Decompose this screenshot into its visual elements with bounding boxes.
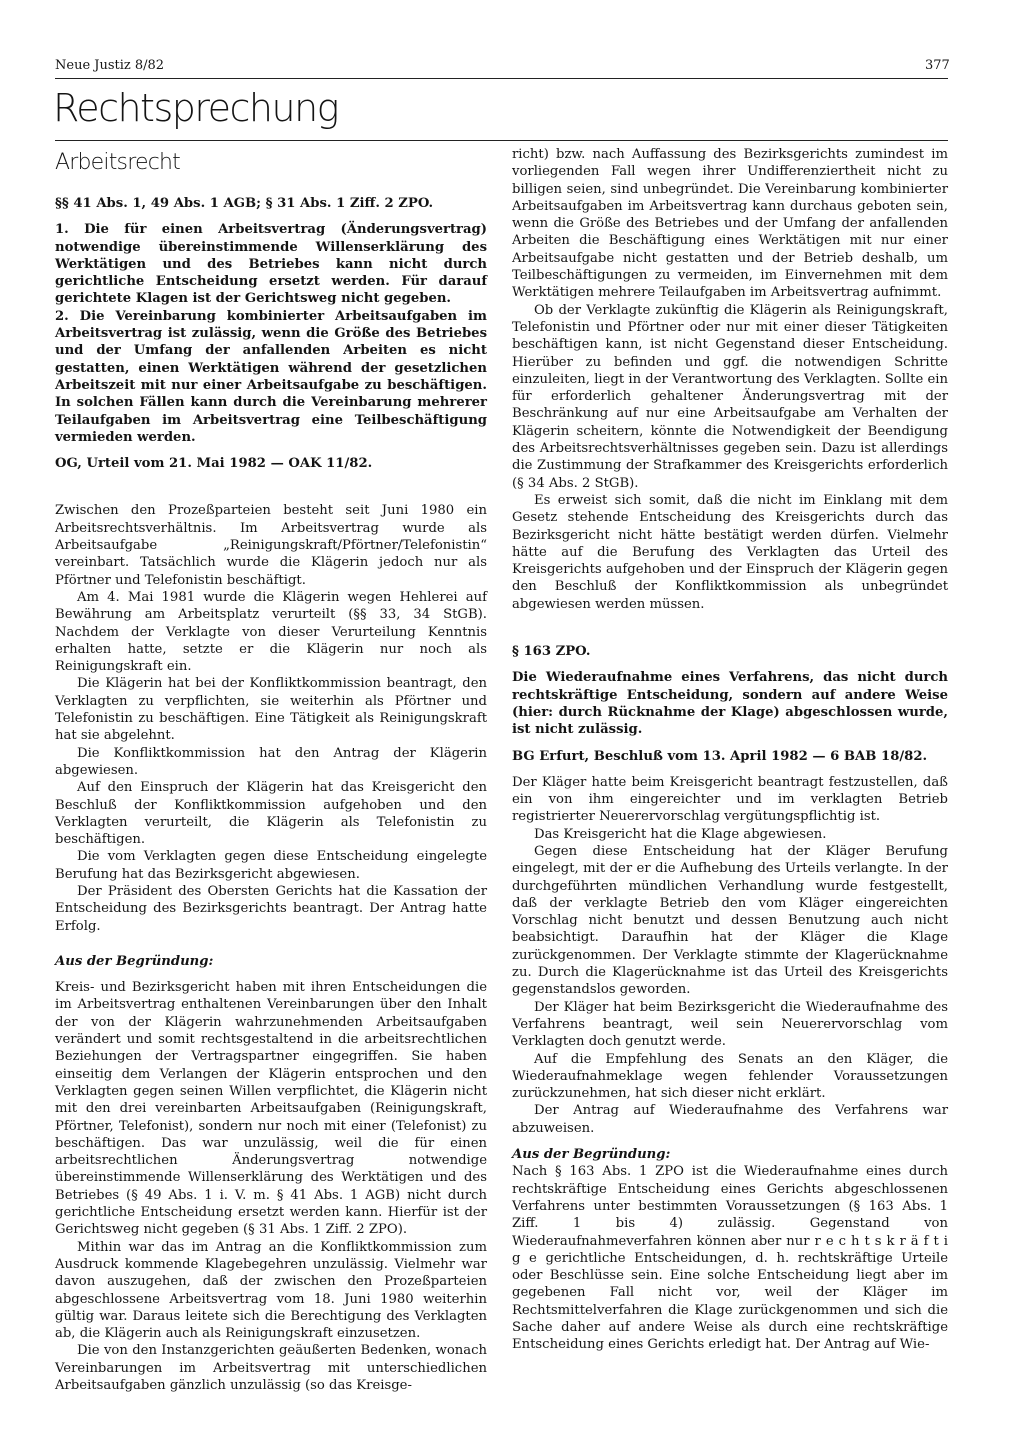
case1-facts-paragraph: Der Präsident des Obersten Gerichts hat die Kassation der Entscheidung des Bezirksgerichts beantragt. Der Antrag hatte Erfolg. — [55, 883, 487, 934]
case1-continuation-paragraph: Es erweist sich somit, daß die nicht im Einklang mit dem Gesetz stehende Entscheidung des Kreisgerichts durch das Bezirksgericht nicht hätte bestätigt werden dürfen. Vielmehr hätte auf die Berufung des Verklagten das Urteil des Kreisgerichts aufgehoben und der Einspruch der Klägerin gegen den Beschluß der Konfliktkommission als unbegründet abgewiesen werden müssen. — [512, 492, 948, 612]
right-column — [512, 146, 948, 1354]
case1-headnote-2: 2. Die Vereinbarung kombinierter Arbeitsaufgaben im Arbeitsvertrag ist zulässig, wenn die Größe des Betriebes und der Umfang der anfallenden Arbeiten es nicht gestatten, einen Werktätigen während der gesetzlichen Arbeitszeit mit nur einer Arbeitsaufgabe zu beschäftigen. In solchen Fällen kann durch die Vereinbarung mehrerer Teilaufgaben im Arbeitsvertrag eine Teilbeschäftigung vermieden werden. — [55, 308, 487, 445]
case1-headnote-1: 1. Die für einen Arbeitsvertrag (Änderungsvertrag) notwendige übereinstimmende Willenserklärung des Werktätigen und des Betriebes kann nicht durch gerichtliche Entscheidung ersetzt werden. Für darauf gerichtete Klagen ist der Gerichtsweg nicht gegeben. — [55, 222, 487, 307]
case1-reasons-heading: Aus der Begründung: — [55, 953, 214, 969]
header-rule — [55, 78, 948, 79]
case2-facts-paragraph: Auf die Empfehlung des Senats an den Kläger, die Wiederaufnahmeklage wegen fehlender Voraussetzungen zurückzunehmen, hat sich dieser nicht erklärt. — [512, 1051, 948, 1102]
case1-continuation-paragraph: Ob der Verklagte zukünftig die Klägerin als Reinigungskraft, Telefonistin und Pförtner oder nur mit einer dieser Tätigkeiten beschäftigen kann, ist nicht Gegenstand dieser Entscheidung. Hierüber zu befinden und ggf. die notwendigen Schritte einzuleiten, liegt in der Verantwortung des Verklagten. Sollte ein für erforderlich gehaltener Änderungsvertrag mit der Beschränkung auf nur eine Arbeitsaufgabe am Verhalten der Klägerin scheitern, könnte die Notwendigkeit der Beendigung des Arbeitsrechtsverhältnisses gegeben sein. Dazu ist allerdings die Zustimmung der Strafkammer des Kreisgerichts erforderlich (§ 34 Abs. 2 StGB). — [512, 302, 948, 491]
case1-reasons-paragraph: Kreis- und Bezirksgericht haben mit ihren Entscheidungen die im Arbeitsvertrag enthaltenen Vereinbarungen über den Inhalt der von der Klägerin wahrzunehmenden Arbeitsaufgaben verändert und somit rechtsgestaltend in die arbeitsrechtlichen Beziehungen der Vertragspartner eingegriffen. Sie haben einseitig dem Verlangen der Klägerin entsprochen und den Verklagten gegen seinen Willen verpflichtet, die Klägerin nicht mit den drei vereinbarten Arbeitsaufgaben (Reinigungskraft, Pförtner, Telefonist), sondern nur noch mit einer (Telefonist) zu beschäftigen. Das war unzulässig, weil die für einen arbeitsrechtlichen Änderungsvertrag notwendige übereinstimmende Willenserklärung des Werktätigen und des Betriebes (§ 49 Abs. 1 i. V. m. § 41 Abs. 1 AGB) nicht durch gerichtliche Entscheidung ersetzt werden kann. Hierfür ist der Gerichtsweg nicht gegeben (§ 31 Abs. 1 Ziff. 2 ZPO). — [55, 980, 487, 1238]
case2-reference: § 163 ZPO. — [512, 644, 591, 660]
case1-reasons-paragraph: Die von den Instanzgerichten geäußerten Bedenken, wonach Vereinbarungen im Arbeitsvertrag mit unterschiedlichen Arbeitsaufgaben gänzlich unzulässig (so das Kreisge- — [55, 1343, 487, 1393]
case2-facts-paragraph: Gegen diese Entscheidung hat der Kläger Berufung eingelegt, mit der er die Aufhebung des Urteils verlangte. In der durchgeführten mündlichen Verhandlung wurde festgestellt, daß der verklagte Betrieb den vom Kläger eingereichten Vorschlag nicht benutzt und dessen Benutzung auch nicht beabsichtigt. Daraufhin hat der Kläger die Klage zurückgenommen. Der Verklagte stimmte der Klagerücknahme zu. Durch die Klagerücknahme ist das Urteil des Kreisgerichts gegenstandslos geworden. — [512, 843, 948, 998]
page-number: 377 — [925, 58, 950, 73]
case2-reasons-heading: Aus der Begründung: — [512, 1147, 671, 1163]
case1-continuation-paragraph: richt) bzw. nach Auffassung des Bezirksgerichts zumindest im vorliegenden Fall wegen ihrer Undifferenziertheit nicht zu billigen seien, sind unbegründet. Die Vereinbarung kombinierter Arbeitsaufgaben im Arbeitsvertrag kann durchaus geboten sein, wenn die Größe des Betriebes und der Umfang der anfallenden Arbeiten die Beschäftigung eines Werktätigen mit nur einer Arbeitsaufgabe nicht gestatten und der Betrieb deshalb, um Teilbeschäftigungen zu vermeiden, im Einvernehmen mit dem Werktätigen mehrere Teilaufgaben im Arbeitsvertrag aufnimmt. — [512, 147, 948, 301]
case1-reasons-paragraph: Mithin war das im Antrag an die Konfliktkommission zum Ausdruck kommende Klagebegehren unzulässig. Vielmehr war davon auszugehen, daß der zwischen den Prozeßparteien abgeschlossene Arbeitsvertrag vom 18. Juni 1980 weiterhin gültig war. Daraus leitete sich die Berechtigung des Verklagten ab, die Klägerin auch als Reinigungskraft einzusetzen. — [55, 1239, 487, 1342]
left-column — [55, 195, 487, 1394]
section-rule — [55, 140, 948, 141]
case1-facts-paragraph: Die vom Verklagten gegen diese Entscheidung eingelegte Berufung hat das Bezirksgericht abgewiesen. — [55, 849, 487, 882]
case1-reference: §§ 41 Abs. 1, 49 Abs. 1 AGB; § 31 Abs. 1 Ziff. 2 ZPO. — [55, 196, 434, 211]
case1-facts-paragraph: Die Konfliktkommission hat den Antrag der Klägerin abgewiesen. — [55, 745, 487, 778]
case2-facts-paragraph: Der Kläger hat beim Bezirksgericht die Wiederaufnahme des Verfahrens beantragt, weil sein Neuerervorschlag vom Verklagten doch genutzt werde. — [512, 999, 948, 1050]
case2-facts-paragraph: Der Kläger hatte beim Kreisgericht beantragt festzustellen, daß ein von ihm eingereichter und im verklagten Betrieb registrierter Neuerervorschlag vergütungspflichtig ist. — [512, 774, 948, 825]
case1-facts-paragraph: Die Klägerin hat bei der Konfliktkommission beantragt, den Verklagten zu verpflichten, sie weiterhin als Pförtner und Telefonistin zu beschäftigen. Eine Tätigkeit als Reinigungskraft hat sie abgelehnt. — [55, 676, 487, 744]
journal-issue: Neue Justiz 8/82 — [55, 58, 165, 73]
case2-facts-paragraph: Das Kreisgericht hat die Klage abgewiesen. — [534, 826, 827, 842]
section-title: Rechtsprechung — [53, 86, 338, 130]
case1-facts-paragraph: Zwischen den Prozeßparteien besteht seit Juni 1980 ein Arbeitsrechtsverhältnis. Im Arbeitsvertrag wurde als Arbeitsaufgabe „Reinigungskraft/Pförtner/Telefonistin“ vereinbart. Tatsächlich wurde die Klägerin jedoch nur als Pförtner und Telefonistin beschäftigt. — [55, 503, 487, 588]
subsection-title: Arbeitsrecht — [55, 150, 180, 175]
case1-facts-paragraph: Auf den Einspruch der Klägerin hat das Kreisgericht den Beschluß der Konfliktkommission aufgehoben und den Verklagten verurteilt, die Klägerin als Telefonistin zu beschäftigen. — [55, 780, 487, 848]
case1-facts-paragraph: Am 4. Mai 1981 wurde die Klägerin wegen Hehlerei auf Bewährung am Arbeitsplatz verurteilt (§§ 33, 34 StGB). Nachdem der Verklagte von dieser Verurteilung Kenntnis erhalten hatte, setzte er die Klägerin nur noch als Reinigungskraft ein. — [55, 589, 487, 675]
case2-headnote: Die Wiederaufnahme eines Verfahrens, das nicht durch rechtskräftige Entscheidung, sondern auf andere Weise (hier: durch Rücknahme der Klage) abgeschlossen wurde, ist nicht zulässig. — [512, 670, 948, 738]
case1-citation: OG, Urteil vom 21. Mai 1982 — OAK 11/82. — [55, 456, 373, 472]
case2-reasons-paragraph: Nach § 163 Abs. 1 ZPO ist die Wiederaufnahme eines durch rechtskräftige Entscheidung eines Gerichts abgeschlossenen Verfahrens unter bestimmten Voraussetzungen (§ 163 Abs. 1 Ziff. 1 bis 4) zulässig. Gegenstand von Wiederaufnahmeverfahren können aber nur r e c h t s k r ä f t i g e gerichtliche Entscheidungen, d. h. rechtskräftige Urteile oder Beschlüsse sein. Eine solche Entscheidung liegt aber im gegebenen Fall nicht vor, weil der Kläger im Rechtsmittelverfahren die Klage zurückgenommen und sich die Sache daher auf andere Weise als durch eine rechtskräftige Entscheidung eines Gerichts erledigt hat. Der Antrag auf Wie- — [512, 1164, 948, 1353]
case2-facts-paragraph: Der Antrag auf Wiederaufnahme des Verfahrens war abzuweisen. — [512, 1103, 948, 1136]
case2-citation: BG Erfurt, Beschluß vom 13. April 1982 — 6 BAB 18/82. — [512, 748, 928, 764]
